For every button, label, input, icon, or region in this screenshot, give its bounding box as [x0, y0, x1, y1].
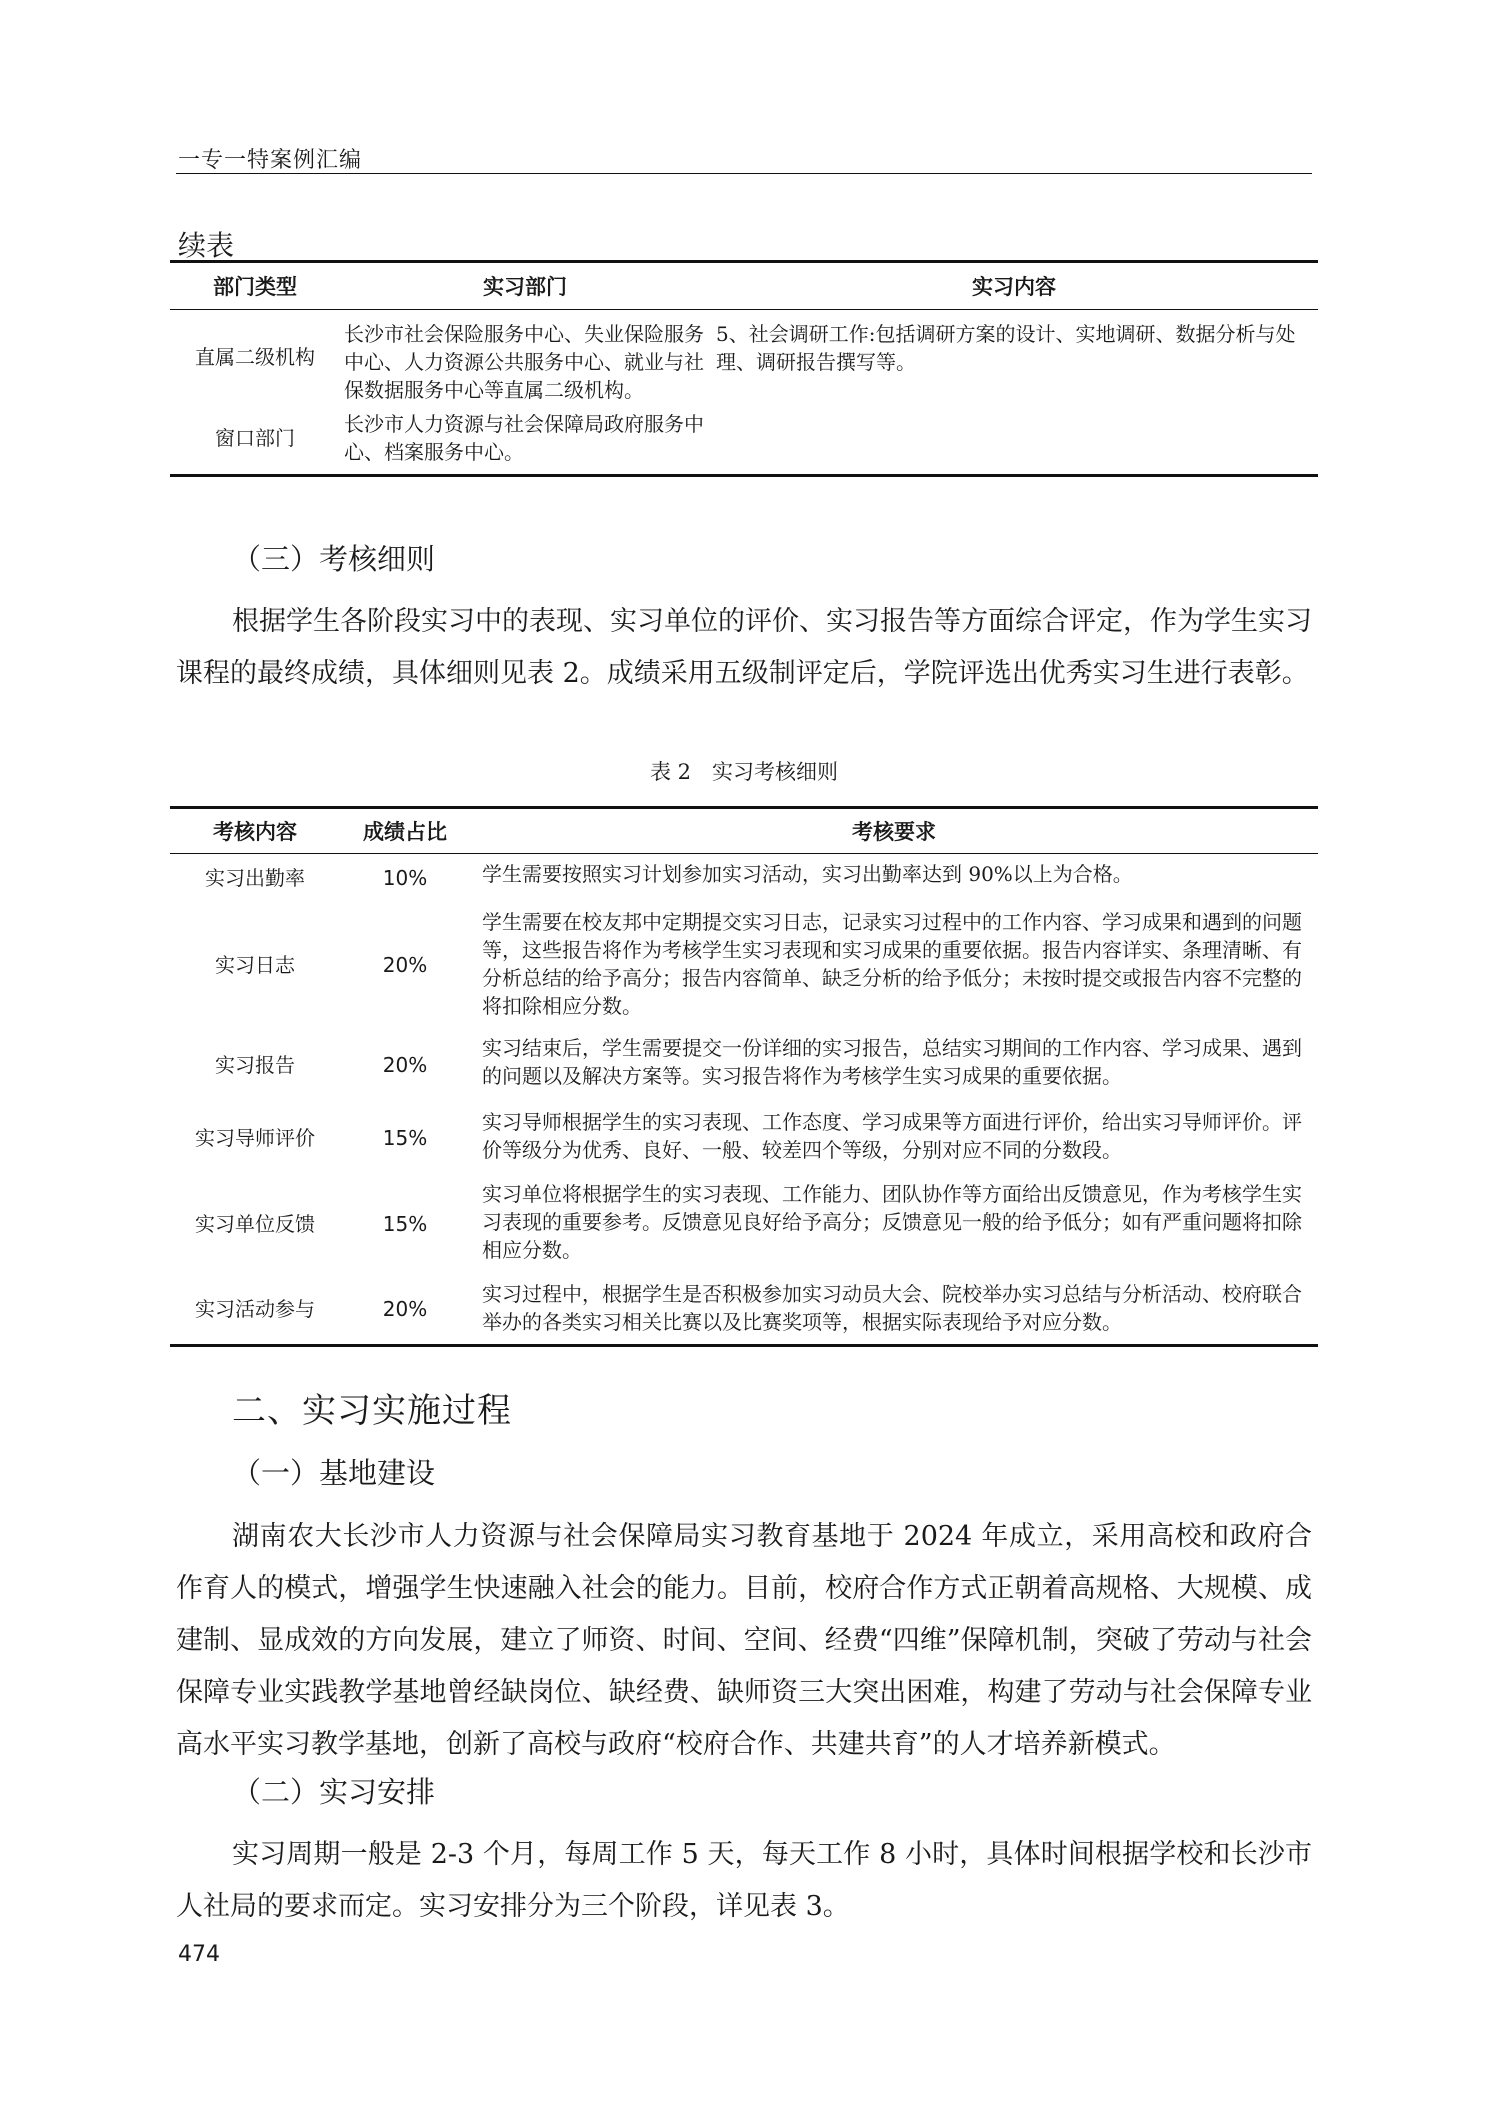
table-cell-requirement: 实习导师根据学生的实习表现、工作态度、学习成果等方面进行评价，给出实习导师评价。评价等级分为优秀、良好、一般、较差四个等级，分别对应不同的分数段。 [482, 1109, 1302, 1162]
assessment-table [170, 806, 1318, 1347]
table-cell-content [710, 404, 1318, 476]
table-row [170, 1274, 1318, 1346]
table-cell-dept: 长沙市人力资源与社会保障局政府服务中心、档案服务中心。 [344, 412, 704, 464]
table-cell-ratio: 15% [382, 1211, 428, 1236]
table-cell-item: 实习报告 [215, 1052, 295, 1077]
table-row [170, 310, 1318, 405]
sub-heading-base: （一）基地建设 [232, 1456, 436, 1490]
table-cell-ratio: 20% [382, 1296, 428, 1321]
table-header-cell: 考核要求 [470, 808, 1318, 854]
running-head: 一专一特案例汇编 [178, 148, 363, 173]
table-cell-requirement: 学生需要在校友邦中定期提交实习日志，记录实习过程中的工作内容、学习成果和遇到的问题等，这些报告将作为考核学生实习表现和实习成果的重要依据。报告内容详实、条理清晰、有分析总结的给予高分；报告内容简单、缺乏分析的给予低分；未按时提交或报告内容不完整的将扣除相应分数。 [482, 909, 1302, 1018]
table-cell-ratio: 20% [382, 952, 428, 977]
table-header-cell: 实习内容 [710, 262, 1318, 310]
table-cell-ratio: 10% [382, 865, 428, 890]
table-row [170, 902, 1318, 1028]
table-header-cell: 考核内容 [170, 808, 340, 854]
table-header-row [170, 262, 1318, 310]
table-cell-item: 实习出勤率 [205, 865, 305, 890]
continued-table-label: 续表 [178, 229, 235, 262]
page-number: 474 [178, 1942, 220, 1967]
paragraph-arrange: 实习周期一般是 2-3 个月，每周工作 5 天，每天工作 8 小时，具体时间根据学校和长沙市人社局的要求而定。实习安排分为三个阶段，详见表 3。 [176, 1839, 1312, 1922]
paragraph-base: 湖南农大长沙市人力资源与社会保障局实习教育基地于 2024 年成立，采用高校和政府合作育人的模式，增强学生快速融入社会的能力。目前，校府合作方式正朝着高规格、大规模、成建制、显成效的方向发展，建立了师资、时间、空间、经费“四维”保障机制，突破了劳动与社会保障专业实践教学基地曾经缺岗位、缺经费、缺师资三大突出困难，构建了劳动与社会保障专业高水平实习教学基地，创新了高校与政府“校府合作、共建共育”的人才培养新模式。 [176, 1521, 1312, 1760]
table-cell-requirement: 学生需要按照实习计划参加实习活动，实习出勤率达到 90%以上为合格。 [482, 862, 1133, 886]
sub-heading-assessment: （三）考核细则 [232, 542, 436, 576]
table-header-cell: 部门类型 [170, 262, 340, 310]
table-row [170, 1028, 1318, 1102]
table-row [170, 1174, 1318, 1274]
table-cell-requirement: 实习过程中，根据学生是否积极参加实习动员大会、院校举办实习总结与分析活动、校府联合举办的各类实习相关比赛以及比赛奖项等，根据实际表现给予对应分数。 [482, 1281, 1302, 1334]
section-title: 二、实习实施过程 [232, 1391, 512, 1431]
table-cell-item: 实习活动参与 [195, 1296, 315, 1321]
table-cell-type: 直属二级机构 [195, 345, 315, 369]
table-cell-type: 窗口部门 [215, 426, 295, 450]
table-cell-item: 实习单位反馈 [195, 1211, 315, 1236]
table-cell-ratio: 20% [382, 1052, 428, 1077]
table-cell-item: 实习导师评价 [195, 1125, 315, 1150]
table-row [170, 1102, 1318, 1174]
sub-heading-arrange: （二）实习安排 [232, 1775, 436, 1809]
table-header-cell: 实习部门 [340, 262, 710, 310]
table-cell-requirement: 实习结束后，学生需要提交一份详细的实习报告，总结实习期间的工作内容、学习成果、遇到的问题以及解决方案等。实习报告将作为考核学生实习成果的重要依据。 [482, 1035, 1302, 1088]
table-cell-ratio: 15% [382, 1125, 428, 1150]
paragraph-assessment: 根据学生各阶段实习中的表现、实习单位的评价、实习报告等方面综合评定，作为学生实习课程的最终成绩，具体细则见表 2。成绩采用五级制评定后，学院评选出优秀实习生进行表彰。 [176, 606, 1312, 689]
table-cell-dept: 长沙市社会保险服务中心、失业保险服务中心、人力资源公共服务中心、就业与社保数据服务中心等直属二级机构。 [344, 322, 704, 402]
table-cell-item: 实习日志 [215, 952, 295, 977]
table-header-cell: 成绩占比 [340, 808, 470, 854]
table-cell-requirement: 实习单位将根据学生的实习表现、工作能力、团队协作等方面给出反馈意见，作为考核学生实习表现的重要参考。反馈意见良好给予高分；反馈意见一般的给予低分；如有严重问题将扣除相应分数。 [482, 1181, 1302, 1262]
table-row [170, 404, 1318, 476]
table-row [170, 854, 1318, 902]
table-header-row [170, 808, 1318, 854]
continued-table [170, 260, 1318, 477]
table2-caption: 表 2 实习考核细则 [649, 760, 839, 784]
table-cell-content: 5、社会调研工作:包括调研方案的设计、实地调研、数据分析与处理、调研报告撰写等。 [716, 322, 1296, 374]
header-rule [176, 173, 1312, 174]
